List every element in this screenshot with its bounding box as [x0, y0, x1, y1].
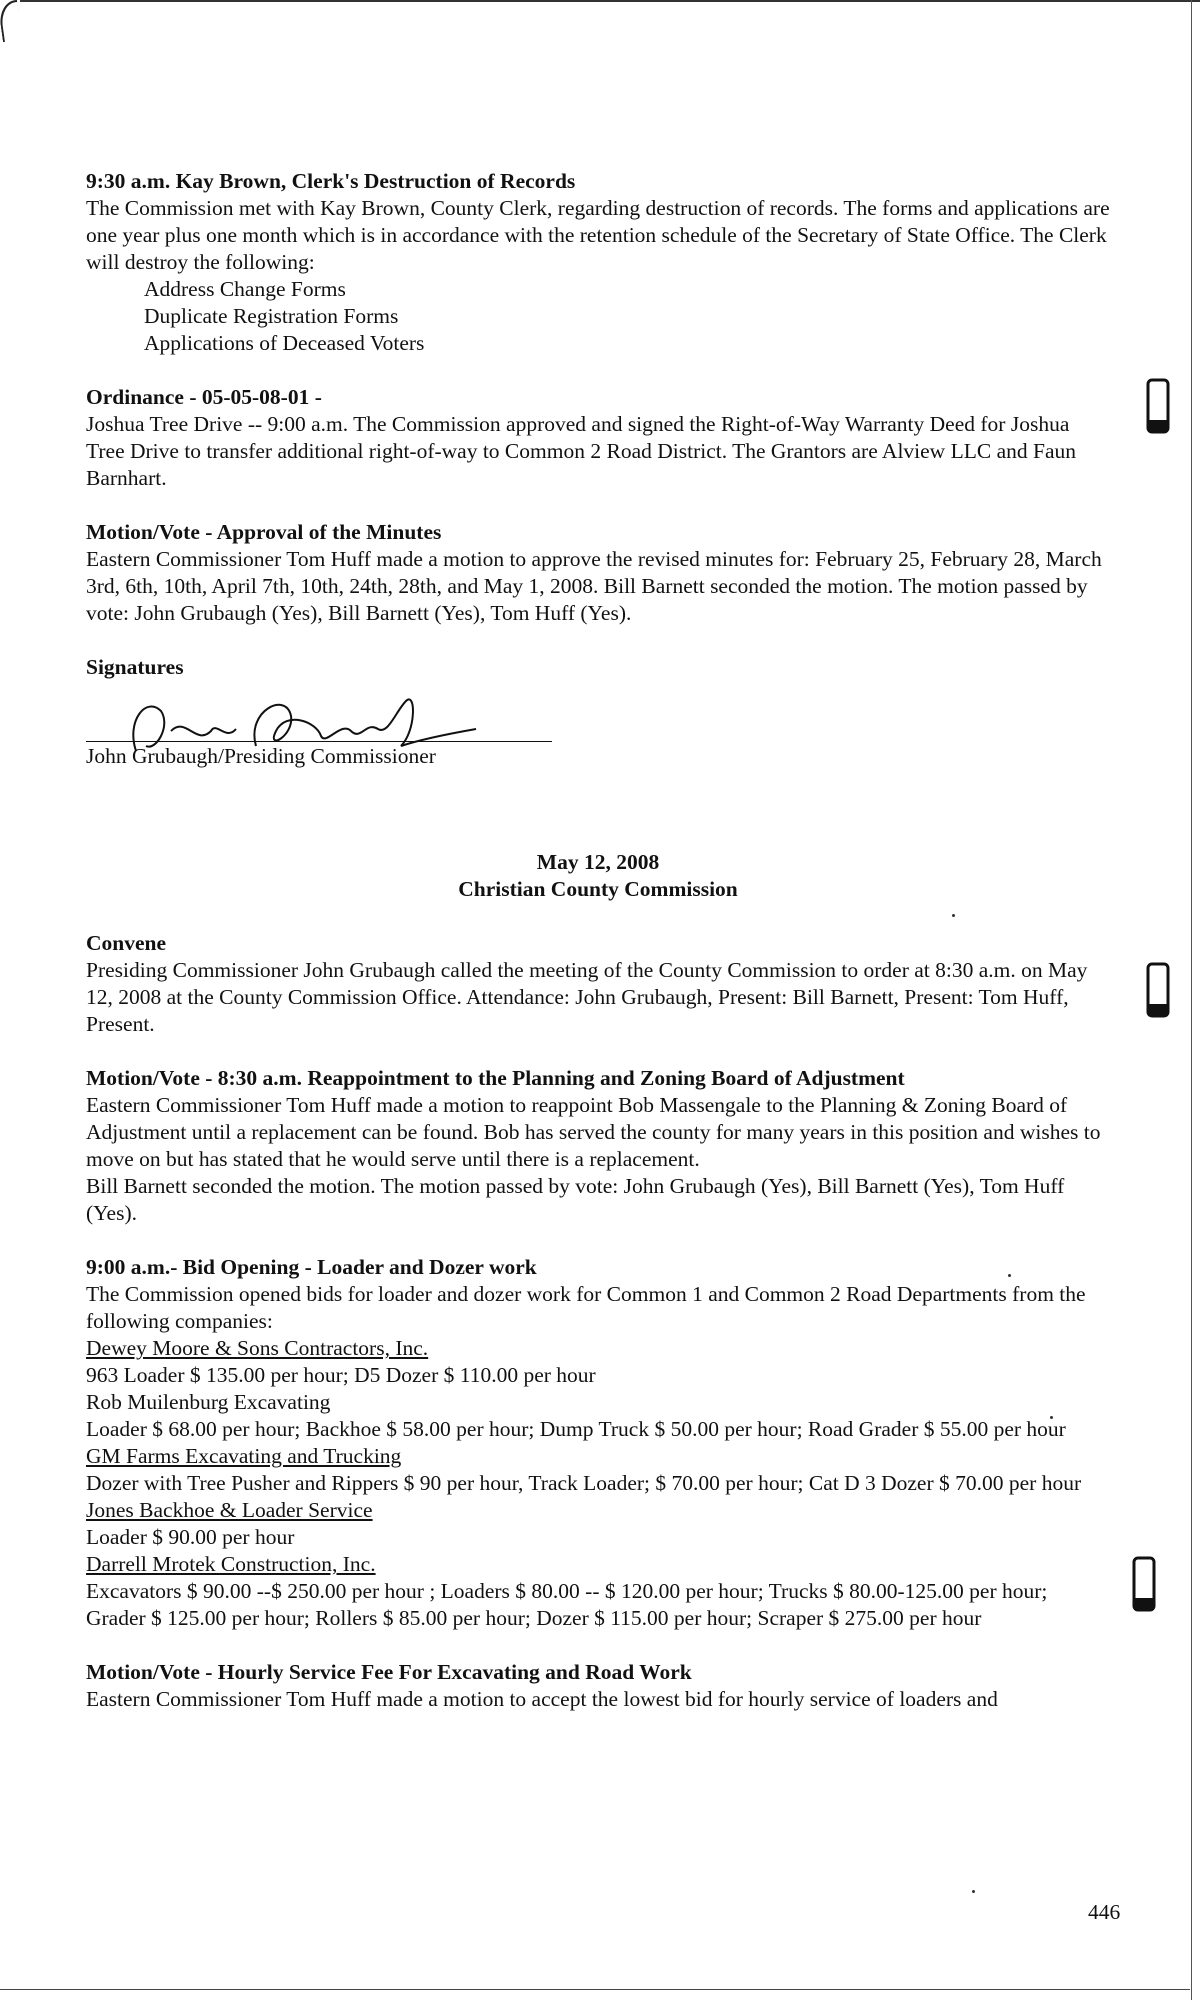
section-body: Bill Barnett seconded the motion. The motion passed by vote: John Grubaugh (Yes), Bill Barnett (Yes), Tom Huff (Yes). [86, 1174, 1065, 1225]
section-kay-brown [86, 168, 1110, 357]
document-content [86, 168, 1110, 1740]
section-heading: Motion/Vote - Approval of the Minutes [86, 520, 442, 544]
scan-top-edge [20, 0, 1200, 2]
section-ordinance [86, 384, 1110, 492]
meeting-body-name: Christian County Commission [458, 877, 738, 901]
company-rates: Dozer with Tree Pusher and Rippers $ 90 per hour, Track Loader; $ 70.00 per hour; Cat D 3 Dozer $ 70.00 per hour [86, 1471, 1082, 1495]
scan-speck [972, 1890, 975, 1893]
list-item: Duplicate Registration Forms [144, 304, 399, 328]
signature-block [86, 681, 1110, 773]
company-name: Darrell Mrotek Construction, Inc. [86, 1552, 376, 1576]
scan-corner-mark [0, 0, 23, 42]
section-minutes [86, 519, 1110, 627]
bid-company [86, 1443, 1110, 1497]
section-body: Eastern Commissioner Tom Huff made a motion to accept the lowest bid for hourly service of loaders and [86, 1687, 998, 1711]
section-bids [86, 1254, 1110, 1632]
company-name: Jones Backhoe & Loader Service [86, 1498, 373, 1522]
section-signatures [86, 654, 1110, 773]
meeting-date: May 12, 2008 [536, 850, 660, 874]
records-list [86, 276, 1110, 357]
scan-bottom-edge [0, 1989, 1190, 1990]
section-heading: Motion/Vote - 8:30 a.m. Reappointment to the Planning and Zoning Board of Adjustment [86, 1066, 905, 1090]
section-heading: 9:30 a.m. Kay Brown, Clerk's Destruction of Records [86, 169, 576, 193]
company-rates: Excavators $ 90.00 --$ 250.00 per hour ; Loaders $ 80.00 -- $ 120.00 per hour; Trucks $ 80.00-125.00 per hour; Grader $ 125.00 per hour; Rollers $ 85.00 per hour; Dozer $ 115.00 per hour; Scraper $ 275.00 per hour [86, 1579, 1048, 1630]
signature-line [86, 741, 552, 742]
section-heading: Ordinance - 05-05-08-01 - [86, 385, 322, 409]
section-body: Presiding Commissioner John Grubaugh called the meeting of the County Commission to order at 8:30 a.m. on May 12, 2008 at the County Commission Office. Attendance: John Grubaugh, Present: Bill Barnett, Present: Tom Huff, Present. [86, 958, 1088, 1036]
list-item: Address Change Forms [144, 277, 346, 301]
section-heading: Convene [86, 931, 167, 955]
list-item: Applications of Deceased Voters [144, 331, 425, 355]
binder-clip-icon [1132, 1556, 1156, 1612]
scan-right-edge [1191, 0, 1192, 2000]
page-number: 446 [1088, 1900, 1121, 1924]
company-rates: Loader $ 68.00 per hour; Backhoe $ 58.00 per hour; Dump Truck $ 50.00 per hour; Road Grader $ 55.00 per hour [86, 1417, 1066, 1441]
section-reappointment [86, 1065, 1110, 1227]
bid-company [86, 1389, 1110, 1443]
company-name: Dewey Moore & Sons Contractors, Inc. [86, 1336, 429, 1360]
section-body: Eastern Commissioner Tom Huff made a motion to approve the revised minutes for: February 25, February 28, March 3rd, 6th, 10th, April 7th, 10th, 24th, 28th, and May 1, 2008. Bill Barnett seconded the motion. The motion passed by vote: John Grubaugh (Yes), Bill Barnett (Yes), Tom Huff (Yes). [86, 547, 1102, 625]
bid-company [86, 1551, 1110, 1632]
bid-company [86, 1335, 1110, 1389]
section-body: The Commission met with Kay Brown, County Clerk, regarding destruction of records. The forms and applications are one year plus one month which is in accordance with the retention schedule of the Secretary of State Office. The Clerk will destroy the following: [86, 196, 1110, 274]
company-rates: Loader $ 90.00 per hour [86, 1525, 295, 1549]
section-body: The Commission opened bids for loader and dozer work for Common 1 and Common 2 Road Departments from the following companies: [86, 1282, 1086, 1333]
bid-company [86, 1497, 1110, 1551]
company-name: Rob Muilenburg Excavating [86, 1390, 331, 1414]
meeting-header [86, 849, 1110, 903]
section-body: Eastern Commissioner Tom Huff made a motion to reappoint Bob Massengale to the Planning & Zoning Board of Adjustment until a replacement can be found. Bob has served the county for many years in this position and wishes to move on but has stated that he would serve until there is a replacement. [86, 1093, 1101, 1171]
binder-clip-icon [1146, 378, 1170, 434]
company-name: GM Farms Excavating and Trucking [86, 1444, 402, 1468]
section-heading: 9:00 a.m.- Bid Opening - Loader and Dozer work [86, 1255, 537, 1279]
section-heading: Signatures [86, 655, 184, 679]
binder-clip-icon [1146, 962, 1170, 1018]
section-body: Joshua Tree Drive -- 9:00 a.m. The Commission approved and signed the Right-of-Way Warranty Deed for Joshua Tree Drive to transfer additional right-of-way to Common 2 Road District. The Grantors are Alview LLC and Faun Barnhart. [86, 412, 1076, 490]
section-service-fee [86, 1659, 1110, 1713]
company-rates: 963 Loader $ 135.00 per hour; D5 Dozer $ 110.00 per hour [86, 1363, 596, 1387]
section-heading: Motion/Vote - Hourly Service Fee For Excavating and Road Work [86, 1660, 692, 1684]
signer-name: John Grubaugh/Presiding Commissioner [86, 744, 436, 768]
section-convene [86, 930, 1110, 1038]
